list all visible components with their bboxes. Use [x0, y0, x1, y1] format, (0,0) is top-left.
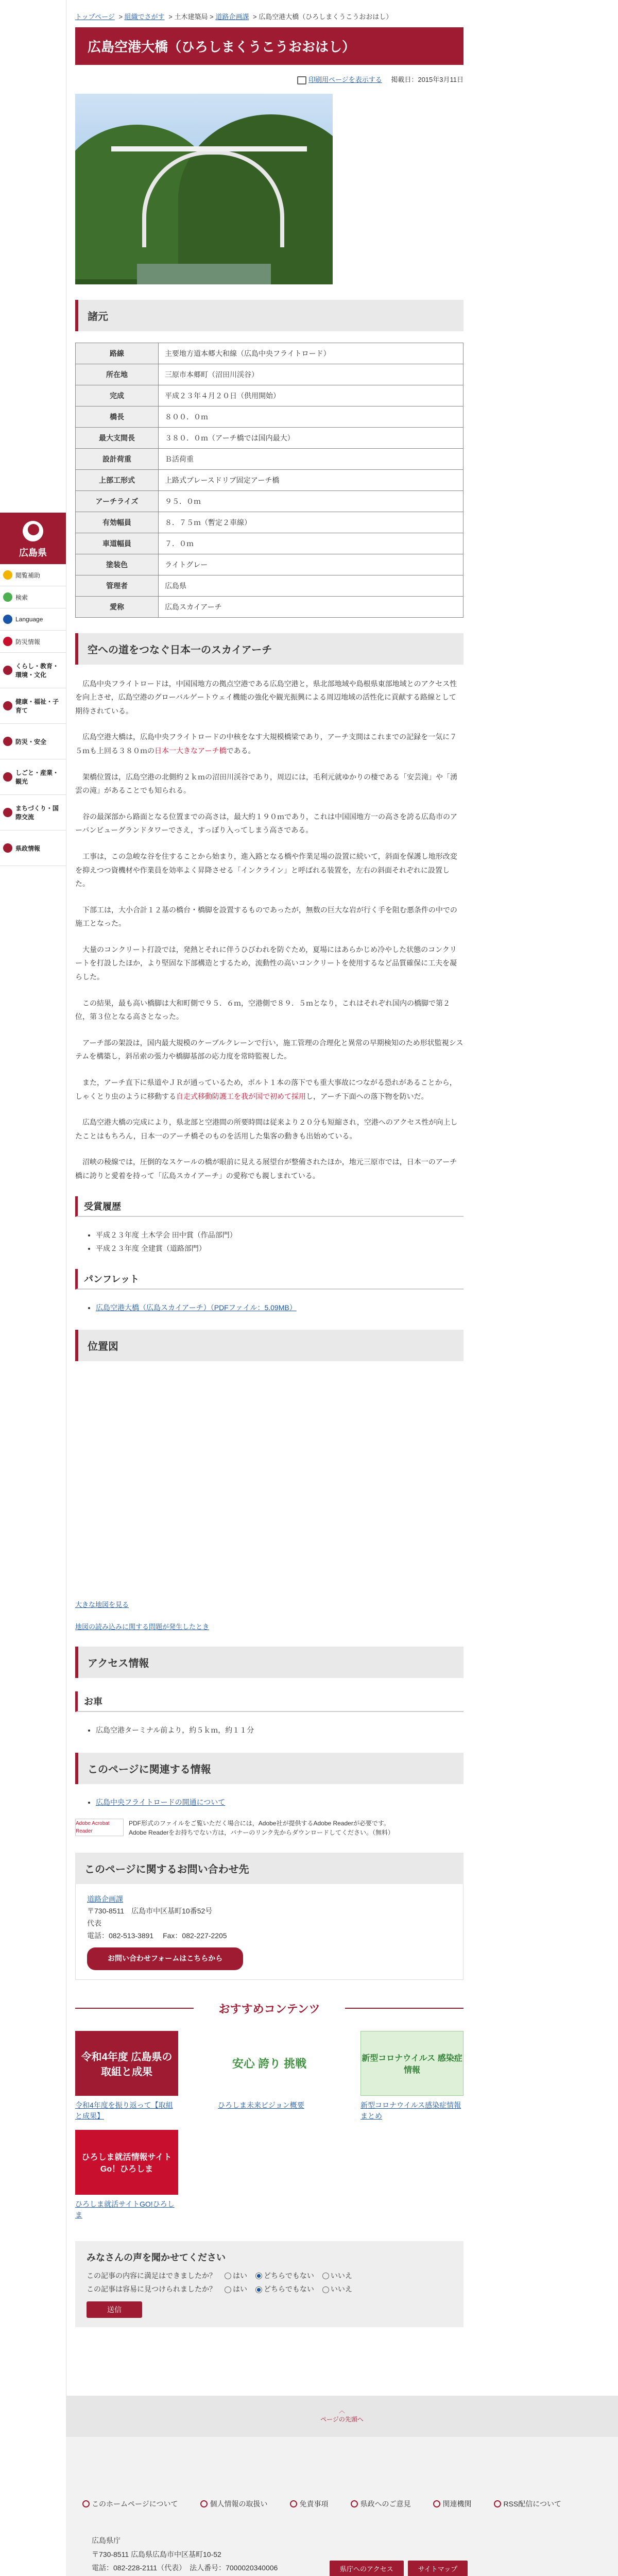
globe-icon [3, 615, 12, 624]
heart-icon [3, 701, 12, 710]
sidebar-item-search[interactable] [0, 586, 66, 608]
recommend-link[interactable]: ひろしま就活サイトGO!ひろしま [75, 2199, 175, 2219]
contact-rep: 代表 [87, 1919, 101, 1928]
list-item: • 平成２３年度 全建賞（道路部門） [96, 1242, 464, 1256]
breadcrumb-link-top[interactable]: トップページ [75, 13, 115, 21]
table-row [76, 554, 464, 575]
footer-link-label: 個人情報の取扱い [210, 2500, 268, 2508]
main-content [75, 0, 464, 2327]
spec-value: ８．７５ｍ（暫定２車線） [159, 512, 464, 533]
paragraph-text: し，アーチ下面への落下物を防いだ。 [306, 1092, 428, 1100]
page-meta [75, 74, 464, 84]
highlight-text: 自走式移動防護工を我が国で初めて採用 [176, 1092, 306, 1100]
footer-link-label: RSS配信について [503, 2500, 561, 2508]
paragraph-text: である。 [226, 746, 255, 755]
spec-label: 路線 [76, 343, 159, 364]
page-top-label: ページの先頭へ [320, 2416, 364, 2423]
spec-value: 広島スカイアーチ [159, 596, 464, 617]
recommend-card [75, 2031, 178, 2122]
recommend-card [360, 2031, 464, 2122]
sidebar-item-label: くらし・教育・環境・文化 [15, 663, 59, 679]
radio-icon [225, 2286, 231, 2293]
spec-label: 有効幅員 [76, 512, 159, 533]
recommend-card [75, 2130, 178, 2221]
footer-link[interactable] [351, 2499, 410, 2509]
radio-icon [255, 2273, 262, 2279]
spec-label: 愛称 [76, 596, 159, 617]
spec-value: Ｂ活荷重 [159, 448, 464, 469]
spec-value: ３８０．０ｍ（アーチ橋では国内最大） [159, 427, 464, 448]
footer-info [92, 2534, 278, 2575]
spec-label: 管理者 [76, 575, 159, 596]
related-link[interactable]: 広島中央フライトロードの開通について [96, 1798, 226, 1806]
spec-value: ９５．０ｍ [159, 490, 464, 512]
list-item: • 広島空港ターミナル前より，約５ｋｍ，約１１分 [96, 1723, 464, 1737]
sidebar-item-label: 検索 [15, 594, 28, 601]
recommend-link[interactable]: ひろしま未来ビジョン概要 [218, 2100, 304, 2109]
footer-nav [82, 2499, 561, 2509]
recommend-card [218, 2031, 321, 2122]
footer-link-label: 関連機関 [442, 2500, 472, 2508]
table-row [76, 385, 464, 406]
paragraph-text: 広島空港大橋は，広島中央フライトロードの中核をなす大規模橋梁であり，アーチ支間はこれまでの記録を一気に７５ｍも上回る３８０ｍの [75, 733, 457, 755]
recommend-link[interactable]: 新型コロナウイルス感染症情報まとめ [360, 2100, 461, 2120]
paragraph: 大量のコンクリート打設では，発熱とそれに伴うひびわれを防ぐため，夏場にはあらかじめ冷やした状態のコンクリートを打設したほか，より堅固な下部構造とするため，流動性の高いコンクリートを使用するなど品質確保に工夫を凝らした。 [75, 945, 457, 981]
paragraph: アーチ部の架設は，国内最大規模のケーブルクレーンで行い，施工管理の合理化と異常の早期検知のため形状監視システムを構築し，斜吊索の張力や橋脚基部の応力度を常時監視した。 [75, 1038, 464, 1061]
awards-heading: 受賞履歴 [75, 1196, 464, 1217]
spec-label: 完成 [76, 385, 159, 406]
sidebar-item-label: まちづくり・国際交流 [15, 805, 59, 821]
paragraph: 架橋位置は，広島空港の北側約２ｋｍの沼田川渓谷であり，周辺には，毛利元就ゆかりの棲である「安芸滝」や「湧雲の滝」があることでも知られる。 [75, 772, 457, 795]
contact-tel: 電話：082-513-3891 Fax：082-227-2205 [87, 1931, 227, 1940]
sidebar-item-label: 閲覧補助 [15, 571, 41, 579]
map-area[interactable] [75, 1371, 464, 1593]
sidebar-item-health[interactable] [0, 688, 66, 724]
paragraph: 沼峡の稜線では，圧倒的なスケールの橋が眼前に見える展望台が整備されたほか，地元三原市では，日本一のアーチ橋に誇りと愛着を持って「広島スカイアーチ」の愛称でも親しまれている。 [75, 1158, 457, 1180]
related-list [75, 1795, 464, 1809]
map-problem-row [75, 1621, 464, 1631]
contact-box [75, 1884, 464, 1980]
table-row [76, 406, 464, 427]
survey-title: みなさんの声を聞かせてください [87, 2252, 226, 2263]
paragraph [75, 1076, 464, 1103]
map-heading: 位置図 [75, 1330, 464, 1361]
table-row [76, 512, 464, 533]
table-row [76, 343, 464, 364]
list-item: • 平成２３年度 土木学会 田中賞（作品部門） [96, 1228, 464, 1242]
footer-address: 〒730-8511 広島県広島市中区基町10-52 [92, 2550, 221, 2558]
spec-label: アーチライズ [76, 490, 159, 512]
related-heading: このページに関連する情報 [75, 1753, 464, 1784]
sidebar-item-accessibility[interactable] [0, 564, 66, 586]
circle-icon [200, 2500, 208, 2507]
spec-value: ライトグレー [159, 554, 464, 575]
specs-table [75, 343, 464, 618]
spec-value: 広島県 [159, 575, 464, 596]
breadcrumb: トップページ > 組織でさがす > 土木建築局 > 道路企画課 > 広島空港大橋（ひろしまくうこうおおはし） [75, 13, 393, 21]
table-row [76, 596, 464, 617]
pamphlet-link[interactable]: 広島空港大橋（広島スカイアーチ）（PDFファイル：5.09MB） [96, 1303, 297, 1312]
survey-submit-button[interactable]: 送信 [87, 2301, 142, 2318]
river [137, 264, 271, 284]
side-menu [0, 513, 66, 866]
table-row [76, 469, 464, 490]
radio-neutral[interactable] [255, 2282, 314, 2296]
contact-dept-link[interactable]: 道路企画課 [87, 1894, 123, 1903]
briefcase-icon [3, 772, 12, 782]
adobe-text-1: PDF形式のファイルをご覧いただく場合には，Adobe社が提供するAdobe Readerが必要です。 [129, 1819, 390, 1827]
spec-value: ８００．０ｍ [159, 406, 464, 427]
footer-link[interactable] [494, 2499, 561, 2509]
page-title: 広島空港大橋（ひろしまくうこうおおはし） [75, 27, 464, 65]
paragraph: 広島中央フライトロードは，中国国地方の拠点空港である広島空港と，県北部地域や島根県東部地域とのアクセス性を向上させ，広島空港のグローバルゲートウェイ機能の強化や観光振興による周辺地域の活性化に貢献する路線として期待されている。 [75, 679, 457, 715]
recommend-link[interactable]: 令和4年度を振り返って【取組と成果】 [75, 2100, 173, 2120]
radio-label: はい [233, 2271, 247, 2280]
footer-link-label: 県政へのご意見 [360, 2500, 411, 2508]
survey-row-1 [87, 2269, 452, 2283]
access-heading: アクセス情報 [75, 1647, 464, 1678]
sitemap-button[interactable]: サイトマップ [408, 2561, 468, 2576]
survey-row-2 [87, 2282, 452, 2296]
adobe-text-2: Adobe Readerをお持ちでない方は，バナーのリンク先からダウンロードしてください。（無料） [129, 1828, 394, 1836]
footer-link-label: 免責事項 [299, 2500, 329, 2508]
sidebar-item-language[interactable] [0, 608, 66, 631]
footer-link[interactable] [200, 2499, 267, 2509]
car-heading: お車 [75, 1691, 464, 1712]
radio-icon [225, 2273, 231, 2279]
list-item [96, 1301, 464, 1315]
contact-heading: このページに関するお問い合わせ先 [75, 1853, 464, 1884]
recommend-grid [75, 2031, 464, 2122]
footer-tel: 電話：082-228-2111（代表） 法人番号：7000020340006 [92, 2564, 278, 2572]
sidebar-item-label: 防災情報 [15, 638, 41, 646]
page-top-button[interactable] [66, 2396, 618, 2437]
table-row [76, 490, 464, 512]
paragraph: 広島空港大橋の完成により，県北部と空港間の所要時間は従来より２０分も短縮され，空港へのアクセス性が向上したことはもちろん，日本一のアーチ橋そのものを活用した集客の動きも出始めている。 [75, 1118, 458, 1140]
radio-icon [322, 2286, 329, 2293]
footer-link[interactable] [433, 2499, 471, 2509]
radio-yes[interactable] [225, 2269, 247, 2283]
specs-heading: 諸元 [75, 300, 464, 331]
radio-label: いいえ [330, 2271, 352, 2280]
circle-icon [351, 2500, 358, 2507]
table-row [76, 364, 464, 385]
car-list [75, 1723, 464, 1737]
awards-list [75, 1228, 464, 1256]
highlight-text: 日本一大きなアーチ橋 [154, 746, 227, 755]
sidebar-item-disaster[interactable] [0, 631, 66, 653]
breadcrumb-link-dept[interactable]: 道路企画課 [215, 13, 249, 21]
adobe-reader-banner[interactable]: Adobe Acrobat Reader [75, 1819, 124, 1836]
print-link[interactable]: 印刷用ページを表示する [308, 76, 382, 83]
printer-icon [297, 76, 306, 84]
paragraph: 工事は，この急峻な谷を住することから始まり，進入路となる橋や作業足場の設置に続いて，斜面を保護し地形改変を抑えつつ資機材や作業員を効率よく昇降させる「インクライン」と呼ばれる装置を，左右の斜面それぞれに設置した。 [75, 852, 457, 888]
sidebar-item-label: 県政情報 [15, 844, 41, 852]
radio-icon [255, 2286, 262, 2293]
sidebar-item-town[interactable] [0, 795, 66, 831]
gov-icon [3, 843, 12, 853]
circle-icon [494, 2500, 501, 2507]
radio-no[interactable] [322, 2269, 352, 2283]
footer-link-label: このホームページについて [92, 2500, 178, 2508]
chevron-up-icon: ︿ [338, 2407, 345, 2414]
spec-value: 上路式ブレースドリブ固定アーチ橋 [159, 469, 464, 490]
survey-box [75, 2241, 464, 2327]
paragraph [75, 730, 464, 757]
spec-label: 設計荷重 [76, 448, 159, 469]
recommend-banner[interactable]: 令和4年度 広島県の 取組と成果 [75, 2031, 178, 2096]
spec-label: 上部工形式 [76, 469, 159, 490]
survey-question: この記事の内容に満足はできましたか？ [87, 2271, 216, 2280]
sidebar-item-work[interactable] [0, 759, 66, 795]
spec-label: 所在地 [76, 364, 159, 385]
access-button[interactable]: 県庁へのアクセス [330, 2561, 404, 2576]
recommend-banner[interactable]: 安心 誇り 挑戦 [218, 2031, 321, 2096]
sky-heading: 空への道をつなぐ日本一のスカイアーチ [75, 633, 464, 665]
shield-icon [3, 737, 12, 746]
left-strip [0, 0, 66, 2576]
circle-icon [433, 2500, 440, 2507]
radio-no[interactable] [322, 2282, 352, 2296]
radio-label: はい [233, 2285, 247, 2294]
disaster-icon [3, 637, 12, 646]
map-problem-link[interactable]: 地図の読み込みに関する問題が発生したとき [75, 1623, 210, 1631]
spec-label: 橋長 [76, 406, 159, 427]
contact-address: 〒730-8511 広島市中区基町10番52号 [87, 1907, 213, 1916]
table-row [76, 533, 464, 554]
sidebar-item-label: Language [15, 616, 43, 623]
recommend-banner[interactable]: ひろしま就活情報サイト Go！ひろしま [75, 2130, 178, 2195]
sidebar-item-gov[interactable] [0, 831, 66, 866]
radio-icon [322, 2273, 329, 2279]
spec-value: ７．０ｍ [159, 533, 464, 554]
prefecture-mark-icon [23, 521, 43, 541]
spec-value: 三原市本郷町（沼田川渓谷） [159, 364, 464, 385]
paragraph: この結果，最も高い橋脚は大和町側で９５．６ｍ，空港側で８９．５ｍとなり，これはそれぞれ国内の橋脚で第２位，第３位となる高さとなった。 [75, 998, 450, 1021]
pamphlet-list [75, 1301, 464, 1315]
adobe-text [129, 1819, 394, 1837]
bridge-photo [75, 94, 333, 284]
footer-link[interactable] [290, 2499, 328, 2509]
spec-value: 主要地方道本郷大和線（広島中央フライトロード） [159, 343, 464, 364]
people-icon [3, 666, 12, 675]
spec-label: 最大支間長 [76, 427, 159, 448]
sidebar-item-label: 健康・福祉・子育て [15, 698, 59, 714]
paragraph: 谷の最深部から路面となる位置までの高さは，最大約１９０ｍであり，これは中国国地方一の高さを誇る広島市のアーバンビューグランドタワーでさえ，すっぽり入ってしまう高さである。 [75, 812, 457, 835]
radio-label: どちらでもない [264, 2271, 314, 2280]
spec-value: 平成２３年４月２０日（供用開始） [159, 385, 464, 406]
pamphlet-heading: パンフレット [75, 1269, 464, 1290]
prefecture-logo[interactable] [0, 513, 66, 564]
sidebar-item-life[interactable] [0, 653, 66, 688]
radio-label: いいえ [330, 2285, 352, 2294]
table-row [76, 427, 464, 448]
breadcrumb-item-bureau: 土木建築局 [174, 13, 208, 21]
circle-icon [82, 2500, 90, 2507]
radio-neutral[interactable] [255, 2269, 314, 2283]
sidebar-item-label: 防災・安全 [15, 738, 47, 745]
radio-label: どちらでもない [264, 2285, 314, 2294]
accessibility-icon [3, 570, 12, 580]
adobe-notice [75, 1819, 464, 1837]
bridge-deck [111, 146, 307, 151]
sidebar-item-safety[interactable] [0, 724, 66, 759]
circle-icon [290, 2500, 297, 2507]
footer-link[interactable] [82, 2499, 178, 2509]
recommend-banner[interactable]: 新型コロナウイルス 感染症情報 [360, 2031, 464, 2096]
list-item [96, 1795, 464, 1809]
breadcrumb-link-org[interactable]: 組織でさがす [124, 13, 165, 21]
paragraph: 下部工は，大小合計１２基の橋台・橋脚を設置するものであったが，無数の巨大な岩が行く手を阻む悪条件の中での施工となった。 [75, 905, 457, 928]
breadcrumb-current: 広島空港大橋（ひろしまくうこうおおはし） [259, 13, 393, 21]
survey-question: この記事は容易に見つけられましたか？ [87, 2285, 216, 2294]
recommend-grid-2 [75, 2130, 464, 2221]
spec-label: 車道幅員 [76, 533, 159, 554]
spec-label: 塗装色 [76, 554, 159, 575]
footer-org: 広島県庁 [92, 2536, 121, 2545]
map-large-link[interactable]: 大きな地図を見る [75, 1601, 129, 1609]
map-large-row [75, 1599, 464, 1609]
building-icon [3, 808, 12, 817]
table-row [76, 448, 464, 469]
published-date: 掲載日：2015年3月11日 [391, 76, 464, 83]
radio-yes[interactable] [225, 2282, 247, 2296]
sidebar-item-label: しごと・産業・観光 [15, 769, 59, 785]
recommend-heading: おすすめコンテンツ [75, 2001, 464, 2016]
footer-buttons [330, 2561, 468, 2576]
table-row [76, 575, 464, 596]
contact-form-button[interactable]: お問い合わせフォームはこちらから [87, 1947, 243, 1970]
prefecture-name: 広島県 [19, 548, 47, 558]
search-icon [3, 592, 12, 602]
paragraph-text: また，アーチ直下に県道やＪＲが通っているため，ボルト１本の落下でも重大事故につながる恐れがあることから，しゃくとり虫のように移動する [75, 1078, 457, 1100]
